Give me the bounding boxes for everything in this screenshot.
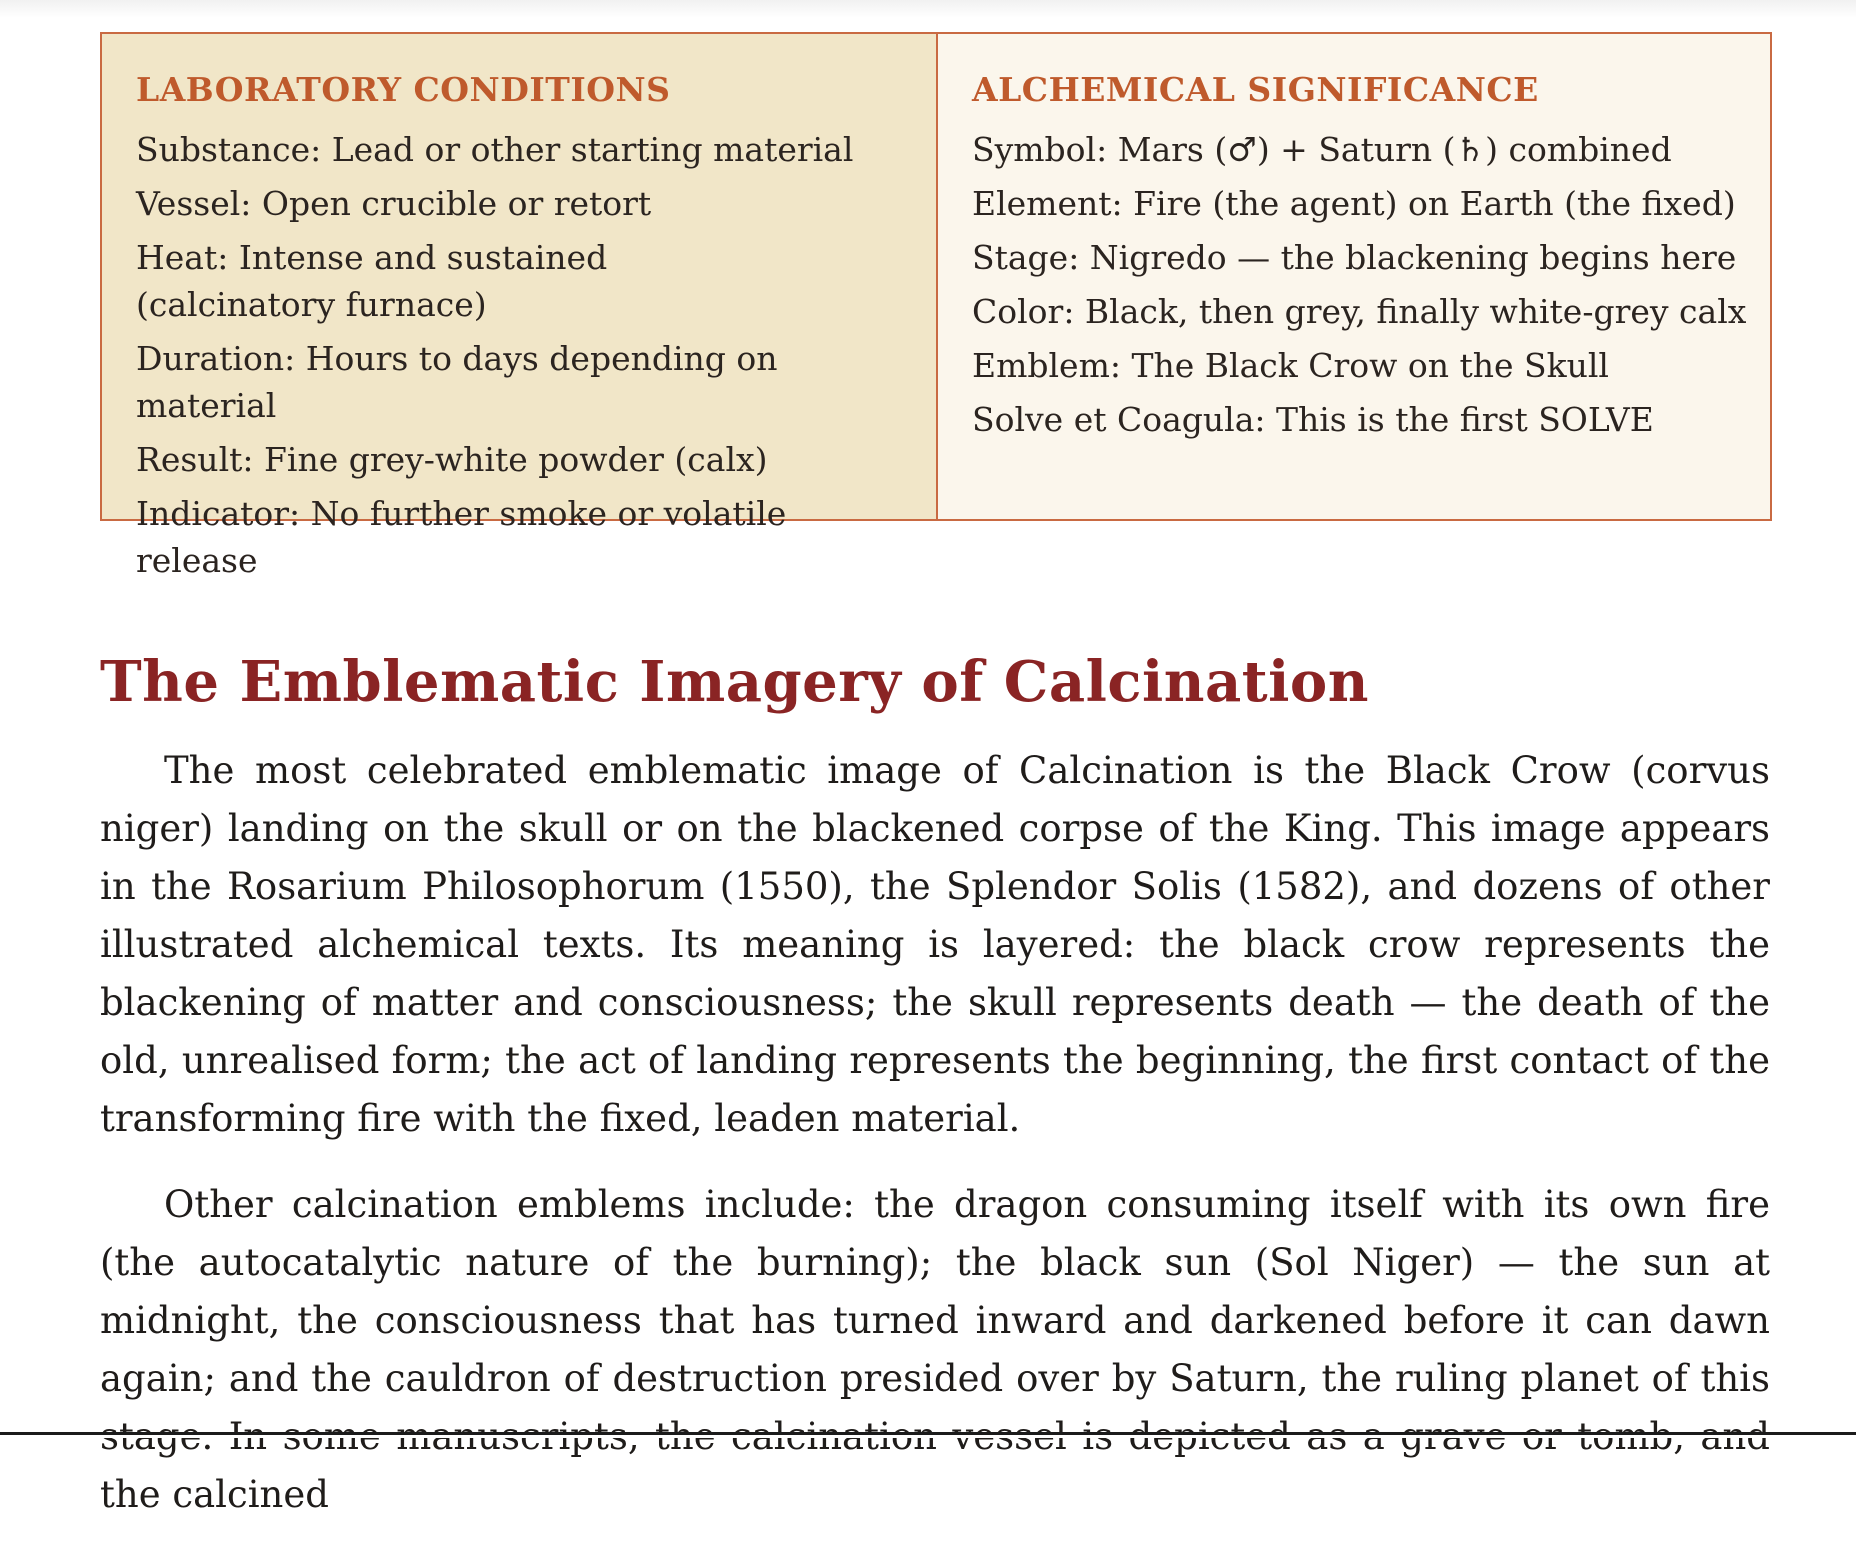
- paragraph-other-emblems: Other calcination emblems include: the dragon consuming itself with its own fire (the autocatalytic nature of the burning); the black sun (Sol Niger) — the sun at midnight, the consciousness that has turned inward and darkened before it can dawn again; and the cauldron of destruction presided over by Saturn, the ruling planet of this the calcined: [100, 1183, 1770, 1516]
- lab-row-vessel: Vessel: Open crucible or retort: [136, 184, 652, 223]
- sig-row-emblem: Emblem: The Black Crow on the Skull: [972, 346, 1609, 385]
- conditions-table: [100, 32, 1772, 580]
- sig-row-stage: Stage: Nigredo — the blackening begins here: [972, 238, 1737, 277]
- section-heading: The Emblematic Imagery of Calcination: [100, 649, 1369, 715]
- paragraph-black-crow: The most celebrated emblematic image of Calcination is the Black Crow (corvus niger) landing on the skull or on the blackened corpse of the King. This image appears in the Rosarium Philosophorum (1550), the Splendor Solis (1582), and dozens of other illustrated alchemical texts. Its meaning is layered: the black crow represents the blackening of matter and consciousness; the skull represents death — the death of the old, unrealised form; the act of landing represents the beginning, the first contact of the transforming fire with the fixed, leaden material.: [100, 749, 1770, 1140]
- laboratory-conditions-column: [102, 34, 938, 580]
- lab-row-duration: Duration: Hours to days depending on material: [136, 339, 778, 425]
- sig-row-element: Element: Fire (the agent) on Earth (the fixed): [972, 184, 1736, 223]
- alchemical-significance-title: ALCHEMICAL SIGNIFICANCE: [972, 70, 1539, 109]
- section-body: [100, 742, 1770, 1552]
- lab-row-substance: Substance: Lead or other starting material: [136, 130, 854, 169]
- lab-row-indicator: Indicator: No further smoke or volatile release: [136, 494, 787, 580]
- top-shadow: [0, 0, 1856, 18]
- sig-row-solve: Solve et Coagula: This is the first SOLVE: [972, 400, 1654, 439]
- sig-row-symbol: Symbol: Mars (♂) + Saturn (♄) combined: [972, 130, 1672, 169]
- lab-row-heat: Heat: Intense and sustained (calcinatory furnace): [136, 238, 608, 324]
- sig-row-color: Color: Black, then grey, finally white-grey calx: [972, 292, 1747, 331]
- laboratory-conditions-title: LABORATORY CONDITIONS: [136, 70, 671, 109]
- lab-row-result: Result: Fine grey-white powder (calx): [136, 440, 768, 479]
- alchemical-significance-column: [938, 34, 1770, 519]
